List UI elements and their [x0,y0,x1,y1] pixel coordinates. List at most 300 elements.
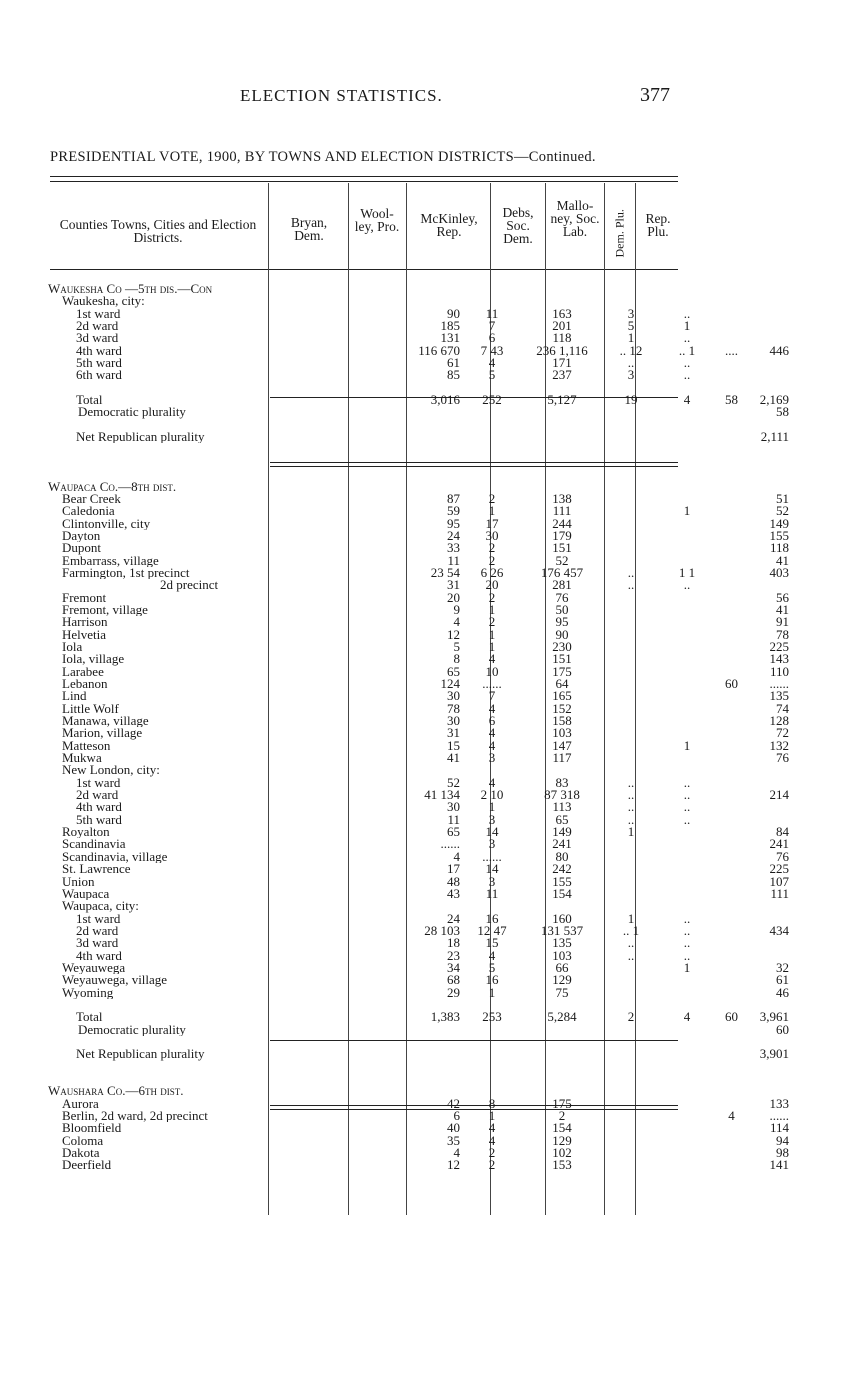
table-row [48,826,791,838]
table-row [48,801,791,813]
table-row [48,1135,791,1147]
district-name: Farmington, 1st precinct [62,566,190,580]
cell-rep-plu: 52 [776,505,789,518]
cell-dem-plu [716,789,747,801]
cell-rep-plu: 91 [776,616,789,629]
cell-dem-plu [716,1159,747,1171]
district-name: St. Lawrence [62,863,131,876]
district-name: Fremont [62,591,107,604]
cell-debs [604,690,658,702]
cell-rep-plu: 128 [769,715,789,728]
cell-malloney [658,1073,716,1085]
cell-mckinley: 118 [552,332,572,345]
cell-malloney [658,641,716,653]
table-row [48,320,791,332]
cell-wooley: 4 [488,357,496,370]
cell-malloney [658,518,716,530]
cell-wooley [464,456,520,468]
cell-rep-plu: 114 [769,1122,789,1135]
cell-dem-plu [716,456,747,468]
cell-wooley [464,283,520,295]
cell-malloney [658,838,716,850]
cell-mckinley [520,419,604,431]
cell-rep-plu: 446 [769,344,789,358]
cell-rep-plu [747,801,791,813]
table-row [48,777,791,789]
cell-malloney [658,653,716,665]
cell-debs [604,838,658,850]
cell-rep-plu [747,814,791,826]
district-name: Bloomfield [62,1122,122,1135]
cell-malloney [658,1147,716,1159]
cell-malloney [658,1122,716,1134]
table-row [48,962,791,974]
district-name: Iola, village [62,653,125,666]
cell-rep-plu: 110 [769,665,789,678]
cell-dem-plu [716,826,747,838]
cell-rep-plu [747,332,791,344]
cell-malloney: .. 1 [678,344,696,358]
cell-dem-plu [716,999,747,1011]
table-row [48,567,791,579]
cell-debs [604,1048,658,1060]
cell-wooley: 8 [488,1097,496,1111]
cell-bryan: 59 [447,505,460,518]
cell-mckinley: 75 [555,986,569,999]
cell-bryan: 24 [447,529,460,543]
cell-malloney: .. [683,369,691,382]
cell-debs [604,1098,658,1110]
table-row [48,542,791,554]
cell-wooley: 1 [488,801,496,814]
cell-mckinley [520,999,604,1011]
cell-wooley [464,1085,520,1097]
cell-wooley: 4 [488,949,496,962]
cell-rep-plu: 78 [776,628,789,641]
district-name [48,999,380,1011]
district-name: 1st ward [76,307,121,321]
table-row [48,518,791,530]
cell-debs [604,876,658,888]
table-row [48,1110,791,1122]
cell-wooley: 2 [488,1159,496,1172]
cell-dem-plu [716,320,747,332]
cell-wooley: 1 [488,603,496,617]
cell-mckinley: 135 [552,937,572,950]
cell-rep-plu [747,456,791,468]
table-row [48,308,791,320]
cell-dem-plu [716,962,747,974]
district-name: Helvetia [62,628,107,641]
cell-wooley: 4 [488,727,496,740]
cell-bryan: 116 670 [418,344,460,358]
cell-malloney [658,629,716,641]
district-name: Wyoming [62,986,114,999]
cell-rep-plu: 133 [769,1097,789,1111]
page-number: 377 [640,84,670,106]
cell-debs [604,1110,658,1122]
cell-rep-plu: 84 [776,826,789,839]
cell-bryan: ...... [440,838,460,851]
cell-rep-plu: 3,901 [759,1048,789,1061]
cell-dem-plu [716,493,747,505]
cell-debs [604,715,658,727]
cell-rep-plu: 3,961 [759,1011,789,1024]
cell-rep-plu: 111 [770,887,789,901]
table-row [48,764,791,776]
cell-rep-plu: 118 [769,542,789,555]
district-name: Royalton [62,826,110,839]
cell-dem-plu [716,1048,747,1060]
table-row [48,999,791,1011]
cell-wooley: 15 [485,937,499,950]
cell-mckinley: 5,127 [547,394,577,407]
cell-rep-plu: 61 [776,974,789,987]
cell-wooley: 10 [485,665,499,678]
cell-bryan: 29 [447,986,460,999]
cell-dem-plu [716,863,747,875]
cell-rep-plu [747,419,791,431]
district-name: 4th ward [76,344,122,358]
cell-debs: 1 [627,332,635,345]
table-row [48,629,791,641]
cell-bryan: 43 [447,887,460,901]
cell-malloney [658,851,716,863]
district-name: Little Wolf [62,702,119,716]
cell-rep-plu: 241 [769,838,789,851]
cell-bryan: 34 [447,961,460,975]
cell-bryan [380,999,464,1011]
cell-mckinley: 52 [555,554,569,567]
cell-wooley: 30 [485,529,499,543]
cell-wooley [464,443,520,455]
header-debs: Debs, Soc. Dem. [502,205,534,246]
cell-wooley: 3 [488,875,496,888]
table-row [48,592,791,604]
cell-bryan [380,431,464,443]
cell-mckinley [520,1024,604,1036]
district-name: 3d ward [76,332,119,345]
table-row [48,678,791,690]
district-name: Bear Creek [62,492,121,506]
cell-wooley: 5 [488,369,496,382]
cell-dem-plu [716,1122,747,1134]
header-name: Counties Towns, Cities and Election Districts. [59,217,257,245]
cell-malloney [658,283,716,295]
cell-rep-plu [747,481,791,493]
cell-dem-plu [716,308,747,320]
district-name: Scandinavia [62,838,126,851]
cell-bryan: 28 103 [424,924,460,938]
table-row [48,666,791,678]
district-name [48,456,380,468]
cell-debs [604,382,658,394]
table-row [48,345,791,357]
cell-bryan: 61 [447,357,460,370]
cell-rep-plu: 143 [769,653,789,666]
cell-mckinley: 153 [552,1159,572,1172]
cell-wooley: 253 [482,1011,502,1024]
table-row [48,1073,791,1085]
cell-malloney: .. [683,776,691,790]
district-name: 5th ward [76,813,122,827]
table-row [48,913,791,925]
district-name: Caledonia [62,505,115,518]
cell-mckinley: 152 [552,702,572,716]
cell-bryan [380,468,464,480]
cell-wooley [464,406,520,418]
table-row [48,703,791,715]
district-name: Weyauwega [62,961,126,975]
cell-debs [604,851,658,863]
cell-bryan: 95 [447,517,460,530]
header-bryan: Bryan, Dem. [290,215,328,243]
cell-debs [604,900,658,912]
cell-bryan [380,406,464,418]
cell-rep-plu [747,1036,791,1048]
cell-mckinley: 131 537 [540,924,584,938]
cell-malloney [658,616,716,628]
cell-malloney: 4 [683,1011,691,1024]
cell-wooley: 4 [488,1134,496,1148]
cell-dem-plu [716,530,747,542]
cell-debs: .. 12 [619,344,643,358]
cell-dem-plu [716,431,747,443]
cell-mckinley: 66 [555,961,569,975]
cell-malloney [658,752,716,764]
cell-rep-plu [747,283,791,295]
cell-mckinley [520,1036,604,1048]
cell-bryan: 23 54 [430,566,460,580]
cell-debs [604,888,658,900]
cell-bryan [380,1024,464,1036]
cell-malloney [658,764,716,776]
cell-rep-plu: 94 [776,1134,789,1148]
cell-wooley: 2 [488,616,496,629]
table-row [48,1159,791,1171]
cell-bryan: 35 [447,1134,460,1148]
cell-rep-plu: 149 [769,517,789,530]
district-name: New London, city: [62,764,160,777]
district-name [48,1036,380,1048]
cell-mckinley: 129 [552,974,572,987]
cell-dem-plu [716,851,747,863]
table-row [48,987,791,999]
cell-wooley: ...... [482,850,502,864]
district-name: 2d ward [76,789,119,802]
cell-wooley: ...... [482,678,502,691]
cell-debs: .. [627,937,635,950]
cell-debs: .. [627,357,635,370]
cell-dem-plu [716,518,747,530]
cell-debs [604,863,658,875]
cell-debs: .. [627,566,635,580]
cell-debs [604,443,658,455]
district-name: Waukesha, city: [62,295,145,308]
cell-malloney [658,592,716,604]
cell-mckinley: 242 [552,863,572,876]
cell-debs [604,974,658,986]
table-row [48,283,791,295]
district-name: Net Republican plurality [76,1048,205,1061]
cell-rep-plu: 155 [769,529,789,543]
cell-mckinley: 95 [555,616,569,629]
cell-rep-plu: 46 [776,986,789,999]
cell-dem-plu [716,727,747,739]
cell-mckinley [520,1061,604,1073]
district-name: Total [76,1011,103,1024]
cell-dem-plu [716,653,747,665]
cell-dem-plu [716,357,747,369]
cell-wooley: 14 [485,863,499,876]
cell-debs [604,987,658,999]
cell-dem-plu [716,888,747,900]
cell-malloney [658,888,716,900]
cell-dem-plu [716,937,747,949]
cell-dem-plu [716,752,747,764]
cell-dem-plu [716,950,747,962]
table-row [48,1011,791,1023]
cell-rep-plu [747,382,791,394]
cell-malloney [658,715,716,727]
cell-dem-plu [716,555,747,567]
cell-wooley: 2 [488,542,496,555]
cell-dem-plu [716,1085,747,1097]
table-row [48,1122,791,1134]
cell-malloney [658,1085,716,1097]
district-name: Mukwa [62,752,102,765]
district-name: Waukesha Co —5th dis.—Con [48,283,213,296]
cell-rep-plu: 403 [769,566,789,580]
table-row [48,1036,791,1048]
table-row [48,715,791,727]
cell-bryan: 4 [453,616,460,629]
cell-mckinley [520,382,604,394]
cell-wooley: 1 [488,505,496,518]
cell-malloney: .. [683,912,691,925]
cell-bryan [380,295,464,307]
cell-dem-plu [716,1073,747,1085]
district-name: 4th ward [76,801,122,814]
district-name: Scandinavia, village [62,850,168,864]
cell-mckinley [520,456,604,468]
cell-mckinley: 281 [552,579,572,592]
cell-mckinley [520,283,604,295]
cell-wooley: 2 [488,492,496,506]
cell-malloney [658,530,716,542]
cell-rep-plu: 41 [776,554,789,567]
cell-mckinley: 151 [552,653,572,666]
table-row [48,1061,791,1073]
cell-rep-plu [747,369,791,381]
cell-bryan: 12 [447,1159,460,1172]
table-row [48,1147,791,1159]
cell-malloney [658,443,716,455]
cell-dem-plu [716,419,747,431]
cell-malloney [658,1098,716,1110]
cell-rep-plu [747,308,791,320]
table-row [48,937,791,949]
cell-rep-plu: 225 [769,640,789,654]
cell-mckinley: 175 [552,665,572,678]
cell-dem-plu [716,641,747,653]
cell-mckinley [520,1085,604,1097]
cell-bryan: 17 [447,863,460,876]
cell-debs [604,641,658,653]
cell-wooley: 2 [488,554,496,567]
table-row [48,468,791,480]
table-row [48,579,791,591]
cell-rep-plu: 58 [776,406,789,419]
cell-malloney: .. [683,801,691,814]
cell-debs [604,1122,658,1134]
cell-bryan [380,443,464,455]
cell-rep-plu [747,764,791,776]
cell-malloney [658,703,716,715]
district-name: 1st ward [76,912,121,925]
cell-mckinley: 158 [552,715,572,728]
table-row [48,332,791,344]
cell-wooley [464,1024,520,1036]
cell-debs [604,666,658,678]
table-row [48,1098,791,1110]
district-name: 4th ward [76,949,122,962]
cell-malloney [658,727,716,739]
cell-bryan: 4 [453,850,460,864]
district-name: Deerfield [62,1159,112,1172]
table-row [48,690,791,702]
cell-malloney [658,468,716,480]
table-row [48,382,791,394]
cell-mckinley: 111 [552,505,572,518]
cell-bryan: 15 [447,739,460,753]
cell-debs: .. [627,949,635,962]
cell-wooley [464,295,520,307]
district-name [48,1061,380,1073]
cell-bryan [380,1085,464,1097]
cell-mckinley [520,406,604,418]
table-title: PRESIDENTIAL VOTE, 1900, BY TOWNS AND ELECTION DISTRICTS—Continued. [50,149,596,165]
cell-wooley: 7 [488,690,496,703]
cell-wooley: 2 [488,591,496,604]
cell-malloney [658,987,716,999]
cell-dem-plu [716,443,747,455]
cell-bryan: 6 [453,1110,460,1123]
cell-malloney: .. [683,924,691,938]
district-name: Democratic plurality [78,1023,186,1036]
cell-rep-plu [747,1085,791,1097]
table-row [48,616,791,628]
cell-debs [604,1085,658,1097]
cell-mckinley: 241 [552,838,572,851]
cell-bryan: 40 [447,1122,460,1135]
table-row [48,530,791,542]
cell-wooley: 2 10 [480,789,504,802]
cell-bryan [380,900,464,912]
cell-wooley: 7 [488,320,496,333]
cell-malloney [658,999,716,1011]
district-name: 2d ward [76,924,119,938]
cell-malloney [658,406,716,418]
cell-rep-plu [747,579,791,591]
table-row [48,1048,791,1060]
cell-rep-plu [747,913,791,925]
cell-wooley: 20 [485,579,499,592]
district-name: Marion, village [62,727,143,740]
table-row [48,789,791,801]
cell-debs [604,999,658,1011]
cell-rep-plu: 434 [769,924,789,938]
